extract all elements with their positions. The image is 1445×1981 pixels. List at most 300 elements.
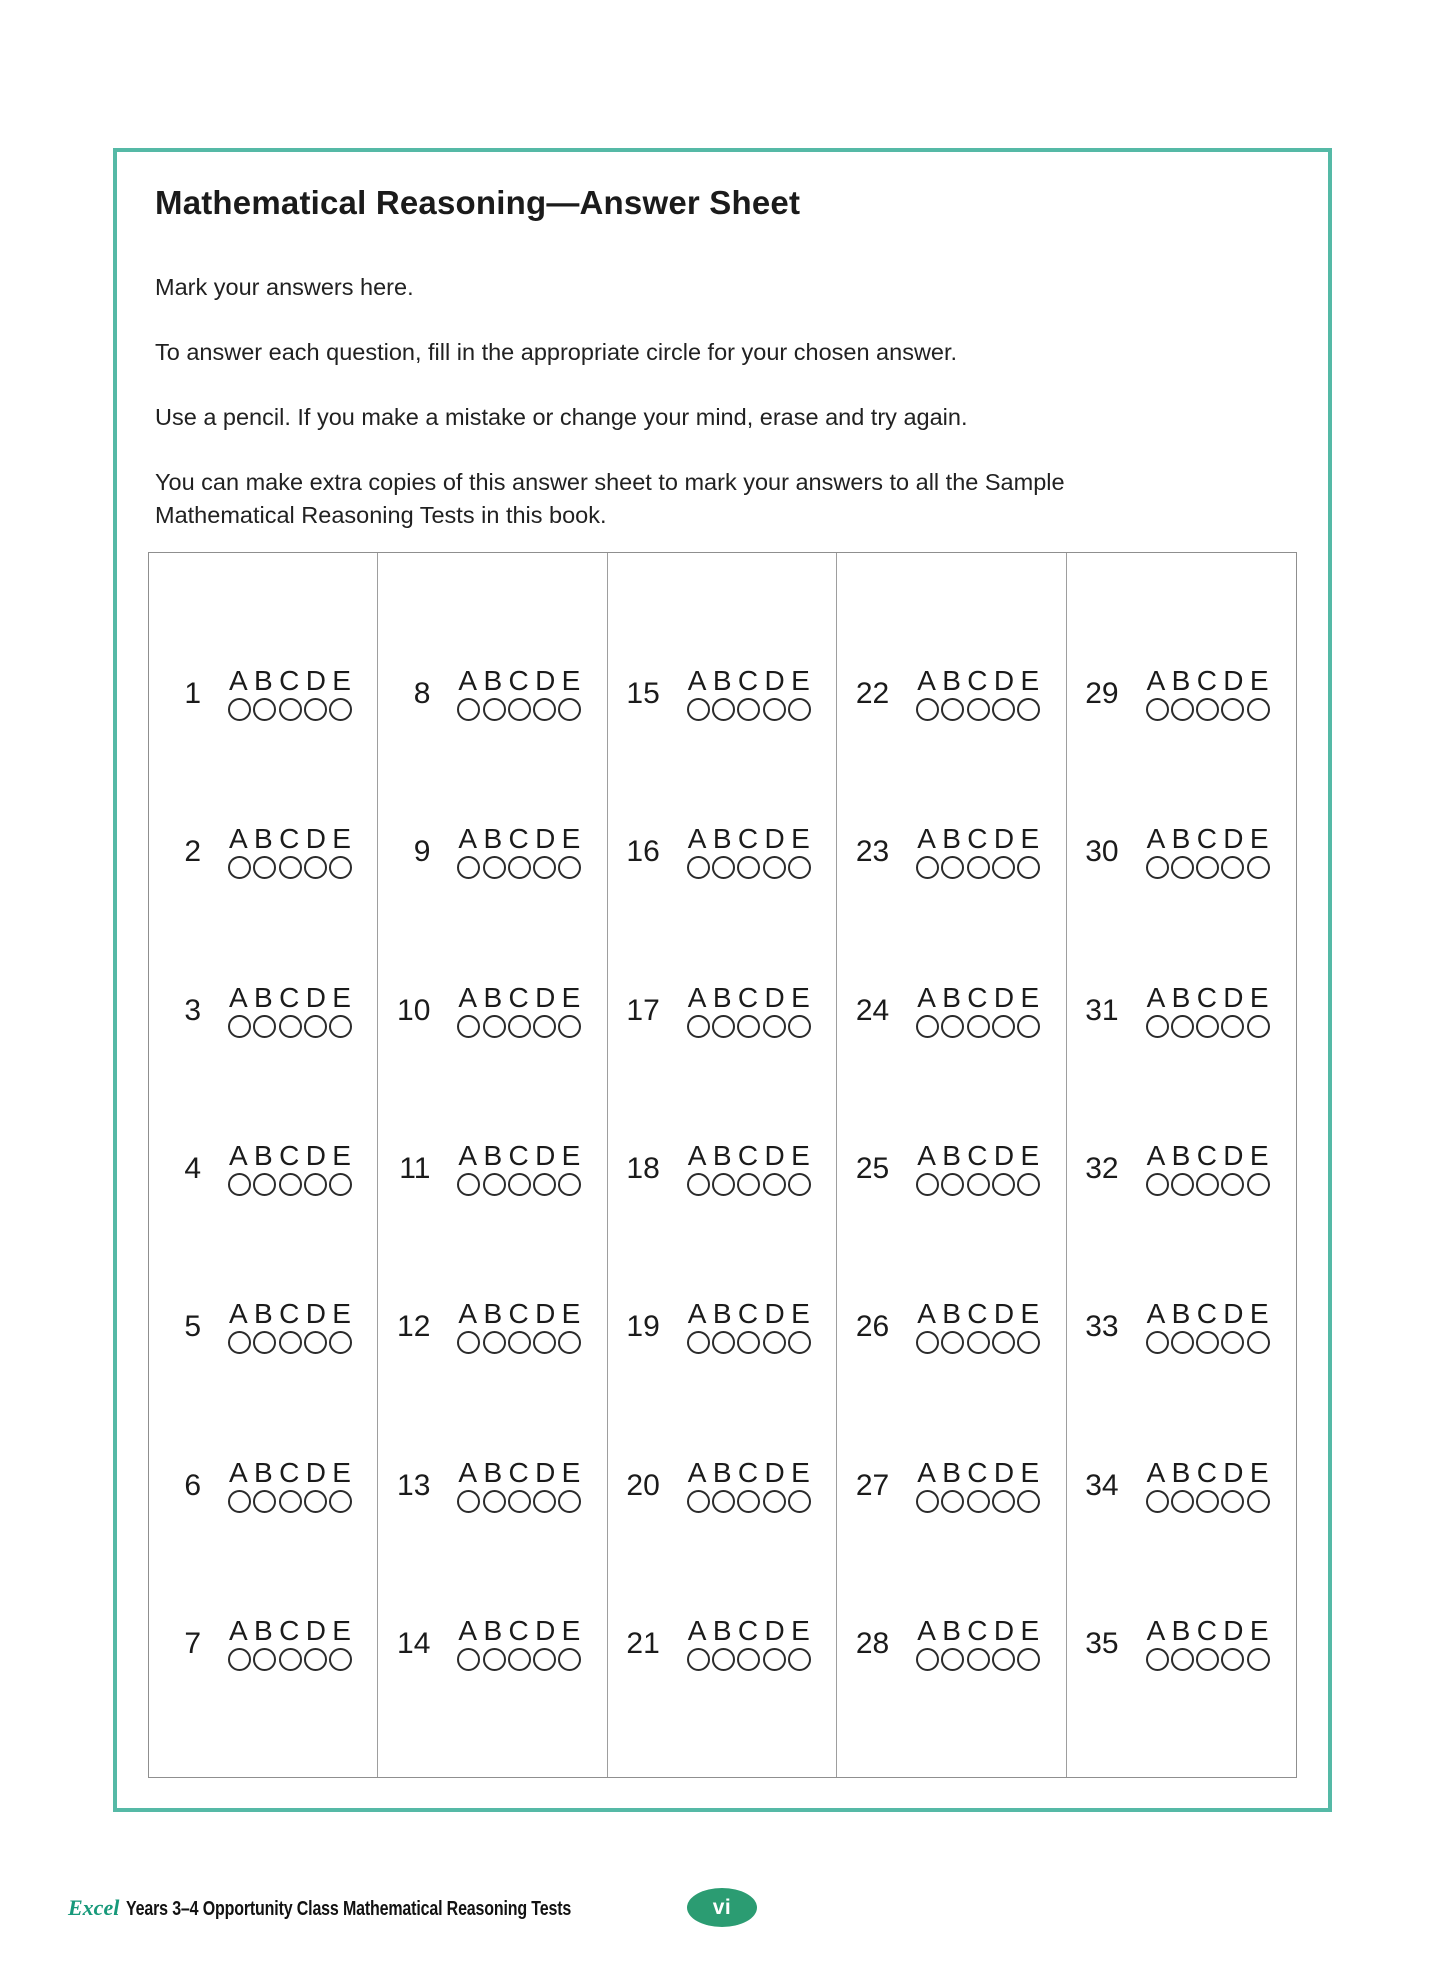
answer-bubble-q26-B[interactable] [941, 1331, 964, 1354]
answer-bubble-q28-A[interactable] [916, 1648, 939, 1671]
answer-bubble-q13-A[interactable] [457, 1490, 480, 1513]
choice-letters [1146, 667, 1270, 695]
answer-bubble-q28-D[interactable] [992, 1648, 1015, 1671]
answer-bubble-q6-C[interactable] [279, 1490, 302, 1513]
answer-bubble-q21-B[interactable] [712, 1648, 735, 1671]
answer-bubble-q25-A[interactable] [916, 1173, 939, 1196]
page-title: Mathematical Reasoning—Answer Sheet [155, 184, 801, 221]
question-row-6 [149, 1406, 377, 1564]
choice-letter-B: B [483, 1456, 503, 1488]
answer-bubble-q11-A[interactable] [457, 1173, 480, 1196]
answer-bubble-q5-E[interactable] [329, 1331, 352, 1354]
answer-bubble-q25-C[interactable] [967, 1173, 990, 1196]
answer-bubble-q32-C[interactable] [1196, 1173, 1219, 1196]
answer-bubble-q9-E[interactable] [558, 856, 581, 879]
answer-bubble-q23-B[interactable] [941, 856, 964, 879]
choice-letter-D: D [764, 1298, 785, 1330]
choice-letter-C: C [737, 981, 759, 1013]
answer-bubble-q9-A[interactable] [457, 856, 480, 879]
answer-bubble-q5-B[interactable] [253, 1331, 276, 1354]
answer-bubble-q35-B[interactable] [1171, 1648, 1194, 1671]
answer-bubble-q24-B[interactable] [941, 1015, 964, 1038]
question-number-15: 15 [626, 677, 660, 711]
answer-bubble-q3-D[interactable] [304, 1015, 327, 1038]
answer-bubble-q35-C[interactable] [1196, 1648, 1219, 1671]
choice-letters [457, 1614, 581, 1646]
answer-bubble-q32-D[interactable] [1221, 1173, 1244, 1196]
answer-bubble-q25-B[interactable] [941, 1173, 964, 1196]
choice-letter-D: D [764, 1456, 785, 1488]
answer-bubble-q14-B[interactable] [483, 1648, 506, 1671]
answer-bubble-q30-C[interactable] [1196, 856, 1219, 879]
answer-bubble-q21-D[interactable] [763, 1648, 786, 1671]
question-row-35 [1067, 1565, 1296, 1723]
question-row-33 [1067, 1248, 1296, 1406]
answer-bubble-q6-B[interactable] [253, 1490, 276, 1513]
answer-bubble-q10-E[interactable] [558, 1015, 581, 1038]
answer-bubble-q11-E[interactable] [558, 1173, 581, 1196]
choice-letter-D: D [305, 665, 326, 697]
answer-bubble-q4-D[interactable] [304, 1173, 327, 1196]
answer-bubble-q33-E[interactable] [1247, 1331, 1270, 1354]
choice-letter-C: C [967, 1298, 988, 1330]
answer-bubble-q1-A[interactable] [228, 698, 251, 721]
answer-bubble-q5-A[interactable] [228, 1331, 251, 1354]
answer-bubble-q2-A[interactable] [228, 856, 251, 879]
answer-bubble-q31-D[interactable] [1221, 1015, 1244, 1038]
answer-bubble-q8-E[interactable] [558, 698, 581, 721]
answer-bubble-q31-C[interactable] [1196, 1015, 1219, 1038]
answer-bubble-q23-C[interactable] [967, 856, 990, 879]
choice-letter-E: E [561, 823, 581, 855]
answer-bubble-q11-C[interactable] [508, 1173, 531, 1196]
choice-letter-E: E [332, 981, 351, 1013]
answer-bubble-q4-E[interactable] [329, 1173, 352, 1196]
answer-bubble-q19-A[interactable] [687, 1331, 710, 1354]
answer-bubble-q29-D[interactable] [1221, 698, 1244, 721]
answer-bubble-q18-C[interactable] [737, 1173, 760, 1196]
answer-bubbles [916, 1331, 1040, 1354]
choice-letter-E: E [791, 1456, 810, 1488]
answer-bubble-q15-C[interactable] [737, 698, 760, 721]
choice-letter-D: D [1223, 1456, 1244, 1488]
choice-letter-D: D [993, 981, 1015, 1013]
answer-bubble-q28-E[interactable] [1017, 1648, 1040, 1671]
answer-bubble-q13-E[interactable] [558, 1490, 581, 1513]
question-number-14: 14 [397, 1626, 431, 1660]
answer-bubble-q30-B[interactable] [1171, 856, 1194, 879]
choice-letter-B: B [1171, 823, 1191, 855]
answer-bubble-q3-E[interactable] [329, 1015, 352, 1038]
answer-bubble-q19-D[interactable] [763, 1331, 786, 1354]
answer-grid-column-4 [837, 553, 1066, 1777]
answer-bubble-q13-C[interactable] [508, 1490, 531, 1513]
answer-bubble-q1-B[interactable] [253, 698, 276, 721]
answer-bubble-q17-D[interactable] [763, 1015, 786, 1038]
answer-bubble-q3-B[interactable] [253, 1015, 276, 1038]
choice-letters [457, 981, 581, 1013]
answer-bubble-q21-C[interactable] [737, 1648, 760, 1671]
answer-bubble-q5-C[interactable] [279, 1331, 302, 1354]
choice-letter-A: A [229, 1614, 248, 1646]
answer-bubble-q8-B[interactable] [483, 698, 506, 721]
answer-bubble-q17-B[interactable] [712, 1015, 735, 1038]
choice-letter-D: D [993, 1456, 1015, 1488]
answer-bubble-q1-C[interactable] [279, 698, 302, 721]
answer-bubble-q34-B[interactable] [1171, 1490, 1194, 1513]
answer-bubble-q7-C[interactable] [279, 1648, 302, 1671]
choice-letters [687, 1456, 811, 1488]
answer-bubbles [457, 1648, 581, 1671]
question-row-7 [149, 1565, 377, 1723]
answer-bubble-q32-A[interactable] [1146, 1173, 1169, 1196]
answer-bubble-q18-D[interactable] [763, 1173, 786, 1196]
answer-bubble-q15-A[interactable] [687, 698, 710, 721]
answer-options-question-2 [228, 825, 352, 879]
question-number-26: 26 [855, 1310, 890, 1344]
question-number-5: 5 [184, 1310, 201, 1344]
answer-grid-column-3 [608, 553, 837, 1777]
answer-bubble-q22-B[interactable] [941, 698, 964, 721]
answer-bubble-q30-E[interactable] [1247, 856, 1270, 879]
answer-bubble-q11-B[interactable] [483, 1173, 506, 1196]
question-number-11: 11 [399, 1152, 431, 1186]
question-number-25: 25 [855, 1152, 890, 1186]
question-row-9 [378, 773, 606, 931]
choice-letters [916, 1456, 1040, 1488]
answer-bubbles [916, 1490, 1040, 1513]
answer-bubble-q7-D[interactable] [304, 1648, 327, 1671]
instruction-mark-answers: Mark your answers here. [155, 274, 414, 300]
answer-options-question-3 [228, 981, 352, 1038]
answer-bubble-q18-A[interactable] [687, 1173, 710, 1196]
choice-letter-C: C [279, 1614, 300, 1646]
answer-bubble-q15-E[interactable] [788, 698, 811, 721]
answer-bubbles [916, 856, 1040, 879]
answer-bubble-q10-D[interactable] [533, 1015, 556, 1038]
answer-options-question-32 [1146, 1142, 1270, 1196]
answer-bubble-q24-C[interactable] [967, 1015, 990, 1038]
answer-bubble-q22-E[interactable] [1017, 698, 1040, 721]
answer-bubble-q24-D[interactable] [992, 1015, 1015, 1038]
answer-bubble-q19-E[interactable] [788, 1331, 811, 1354]
answer-bubble-q12-D[interactable] [533, 1331, 556, 1354]
choice-letters [1146, 981, 1270, 1013]
choice-letter-D: D [535, 1298, 556, 1330]
answer-bubble-q31-B[interactable] [1171, 1015, 1194, 1038]
answer-bubbles [1146, 698, 1270, 721]
choice-letter-E: E [561, 1298, 581, 1330]
answer-bubble-q9-C[interactable] [508, 856, 531, 879]
choice-letter-B: B [942, 823, 961, 855]
choice-letter-E: E [332, 1298, 351, 1330]
question-number-3: 3 [184, 993, 201, 1027]
choice-letter-A: A [1146, 665, 1166, 697]
choice-letter-D: D [764, 981, 785, 1013]
answer-options-question-4 [228, 1142, 352, 1196]
question-row-28 [837, 1565, 1065, 1723]
answer-bubble-q34-A[interactable] [1146, 1490, 1169, 1513]
answer-bubble-q7-E[interactable] [329, 1648, 352, 1671]
choice-letter-D: D [1223, 1140, 1244, 1172]
answer-bubbles [228, 1015, 352, 1038]
choice-letter-C: C [508, 1140, 529, 1172]
answer-bubble-q15-B[interactable] [712, 698, 735, 721]
answer-bubble-q4-B[interactable] [253, 1173, 276, 1196]
answer-bubble-q3-C[interactable] [279, 1015, 302, 1038]
answer-bubble-q32-B[interactable] [1171, 1173, 1194, 1196]
choice-letters [228, 825, 352, 853]
answer-bubble-q10-B[interactable] [483, 1015, 506, 1038]
question-number-7: 7 [184, 1626, 201, 1660]
answer-bubble-q4-C[interactable] [279, 1173, 302, 1196]
choice-letter-C: C [967, 1456, 988, 1488]
choice-letter-E: E [1020, 1298, 1040, 1330]
answer-bubble-q25-D[interactable] [992, 1173, 1015, 1196]
question-number-9: 9 [413, 835, 431, 869]
answer-bubble-q16-C[interactable] [737, 856, 760, 879]
answer-bubbles [687, 1331, 811, 1354]
answer-bubble-q28-B[interactable] [941, 1648, 964, 1671]
question-number-19: 19 [626, 1310, 660, 1344]
choice-letter-D: D [993, 1298, 1015, 1330]
answer-options-question-17 [687, 981, 811, 1038]
choice-letter-B: B [1171, 1614, 1191, 1646]
answer-bubble-q33-C[interactable] [1196, 1331, 1219, 1354]
answer-bubble-q5-D[interactable] [304, 1331, 327, 1354]
answer-bubble-q23-D[interactable] [992, 856, 1015, 879]
answer-bubble-q12-E[interactable] [558, 1331, 581, 1354]
answer-bubble-q29-C[interactable] [1196, 698, 1219, 721]
answer-bubble-q18-B[interactable] [712, 1173, 735, 1196]
choice-letter-C: C [967, 1614, 988, 1646]
answer-bubble-q30-A[interactable] [1146, 856, 1169, 879]
choice-letter-E: E [561, 981, 581, 1013]
answer-bubble-q20-A[interactable] [687, 1490, 710, 1513]
answer-bubble-q22-C[interactable] [967, 698, 990, 721]
answer-bubbles [228, 1173, 352, 1196]
answer-bubble-q27-E[interactable] [1017, 1490, 1040, 1513]
answer-bubble-q3-A[interactable] [228, 1015, 251, 1038]
answer-bubble-q15-D[interactable] [763, 698, 786, 721]
answer-bubble-q28-C[interactable] [967, 1648, 990, 1671]
choice-letter-C: C [508, 1456, 529, 1488]
answer-bubble-q7-B[interactable] [253, 1648, 276, 1671]
choice-letter-A: A [687, 665, 707, 697]
answer-bubble-q1-D[interactable] [304, 698, 327, 721]
choice-letter-E: E [1020, 823, 1040, 855]
answer-bubble-q9-B[interactable] [483, 856, 506, 879]
answer-bubble-q29-E[interactable] [1247, 698, 1270, 721]
choice-letter-D: D [305, 1456, 326, 1488]
choice-letter-B: B [1171, 665, 1191, 697]
answer-options-question-8 [457, 667, 581, 721]
answer-bubble-q20-C[interactable] [737, 1490, 760, 1513]
choice-letter-A: A [1146, 1298, 1166, 1330]
choice-letters [1146, 1300, 1270, 1328]
answer-bubble-q26-A[interactable] [916, 1331, 939, 1354]
choice-letter-B: B [254, 981, 273, 1013]
choice-letters [916, 1142, 1040, 1170]
answer-bubble-q18-E[interactable] [788, 1173, 811, 1196]
choice-letter-A: A [917, 1614, 936, 1646]
question-number-32: 32 [1085, 1152, 1119, 1186]
answer-bubble-q10-C[interactable] [508, 1015, 531, 1038]
answer-bubble-q35-E[interactable] [1247, 1648, 1270, 1671]
choice-letters [228, 981, 352, 1013]
footer-book-title [68, 1895, 683, 1921]
answer-options-question-21 [687, 1614, 811, 1671]
answer-bubble-q12-B[interactable] [483, 1331, 506, 1354]
choice-letters [228, 1456, 352, 1488]
answer-bubble-q33-D[interactable] [1221, 1331, 1244, 1354]
choice-letter-B: B [483, 665, 503, 697]
answer-bubble-q29-A[interactable] [1146, 698, 1169, 721]
answer-bubble-q27-A[interactable] [916, 1490, 939, 1513]
answer-bubble-q2-E[interactable] [329, 856, 352, 879]
answer-bubble-q16-D[interactable] [763, 856, 786, 879]
answer-bubble-q16-E[interactable] [788, 856, 811, 879]
answer-bubble-q30-D[interactable] [1221, 856, 1244, 879]
question-row-26 [837, 1248, 1065, 1406]
answer-bubble-q20-D[interactable] [763, 1490, 786, 1513]
answer-bubble-q26-E[interactable] [1017, 1331, 1040, 1354]
question-number-8: 8 [413, 677, 431, 711]
answer-bubble-q12-C[interactable] [508, 1331, 531, 1354]
answer-bubble-q2-C[interactable] [279, 856, 302, 879]
answer-bubble-q14-C[interactable] [508, 1648, 531, 1671]
answer-bubble-q34-D[interactable] [1221, 1490, 1244, 1513]
choice-letter-A: A [687, 1140, 707, 1172]
answer-bubble-q7-A[interactable] [228, 1648, 251, 1671]
answer-bubble-q12-A[interactable] [457, 1331, 480, 1354]
answer-bubble-q23-A[interactable] [916, 856, 939, 879]
answer-bubble-q4-A[interactable] [228, 1173, 251, 1196]
answer-bubble-q14-A[interactable] [457, 1648, 480, 1671]
answer-bubble-q27-D[interactable] [992, 1490, 1015, 1513]
answer-bubble-q24-E[interactable] [1017, 1015, 1040, 1038]
choice-letter-D: D [764, 823, 785, 855]
choice-letter-A: A [458, 1456, 478, 1488]
choice-letter-B: B [712, 981, 732, 1013]
question-row-32 [1067, 1090, 1296, 1248]
answer-bubble-q21-E[interactable] [788, 1648, 811, 1671]
answer-bubble-q6-A[interactable] [228, 1490, 251, 1513]
answer-bubble-q25-E[interactable] [1017, 1173, 1040, 1196]
answer-bubble-q17-C[interactable] [737, 1015, 760, 1038]
answer-bubble-q33-A[interactable] [1146, 1331, 1169, 1354]
answer-bubble-q8-C[interactable] [508, 698, 531, 721]
answer-bubble-q17-A[interactable] [687, 1015, 710, 1038]
choice-letters [228, 1300, 352, 1328]
answer-bubble-q19-C[interactable] [737, 1331, 760, 1354]
answer-bubble-q2-D[interactable] [304, 856, 327, 879]
answer-bubble-q27-C[interactable] [967, 1490, 990, 1513]
answer-bubble-q34-E[interactable] [1247, 1490, 1270, 1513]
choice-letters [457, 1142, 581, 1170]
answer-bubble-q20-E[interactable] [788, 1490, 811, 1513]
answer-bubble-q31-E[interactable] [1247, 1015, 1270, 1038]
answer-bubble-q16-B[interactable] [712, 856, 735, 879]
answer-bubble-q2-B[interactable] [253, 856, 276, 879]
answer-bubble-q35-D[interactable] [1221, 1648, 1244, 1671]
answer-bubble-q6-D[interactable] [304, 1490, 327, 1513]
choice-letter-A: A [687, 981, 707, 1013]
answer-bubble-q10-A[interactable] [457, 1015, 480, 1038]
question-row-16 [608, 773, 836, 931]
answer-bubble-q6-E[interactable] [329, 1490, 352, 1513]
answer-bubble-q31-A[interactable] [1146, 1015, 1169, 1038]
choice-letter-A: A [458, 1614, 478, 1646]
question-row-24 [837, 932, 1065, 1090]
answer-bubble-q19-B[interactable] [712, 1331, 735, 1354]
answer-bubble-q20-B[interactable] [712, 1490, 735, 1513]
answer-bubble-q33-B[interactable] [1171, 1331, 1194, 1354]
choice-letter-E: E [332, 1456, 351, 1488]
answer-bubble-q26-D[interactable] [992, 1331, 1015, 1354]
answer-options-question-5 [228, 1300, 352, 1354]
answer-bubble-q34-C[interactable] [1196, 1490, 1219, 1513]
answer-bubble-q29-B[interactable] [1171, 698, 1194, 721]
answer-options-question-34 [1146, 1456, 1270, 1513]
answer-bubble-q1-E[interactable] [329, 698, 352, 721]
choice-letter-E: E [1020, 665, 1040, 697]
choice-letters [687, 1614, 811, 1646]
answer-bubbles [1146, 1648, 1270, 1671]
answer-bubble-q11-D[interactable] [533, 1173, 556, 1196]
choice-letter-E: E [791, 1614, 810, 1646]
answer-bubble-q35-A[interactable] [1146, 1648, 1169, 1671]
answer-bubble-q21-A[interactable] [687, 1648, 710, 1671]
answer-bubble-q17-E[interactable] [788, 1015, 811, 1038]
answer-bubble-q24-A[interactable] [916, 1015, 939, 1038]
choice-letter-E: E [791, 1298, 810, 1330]
choice-letters [1146, 1614, 1270, 1646]
answer-bubble-q32-E[interactable] [1247, 1173, 1270, 1196]
answer-bubble-q8-D[interactable] [533, 698, 556, 721]
choice-letter-B: B [1171, 1298, 1191, 1330]
answer-bubble-q9-D[interactable] [533, 856, 556, 879]
answer-options-question-19 [687, 1300, 811, 1354]
answer-bubble-q8-A[interactable] [457, 698, 480, 721]
answer-bubble-q22-D[interactable] [992, 698, 1015, 721]
answer-bubble-q22-A[interactable] [916, 698, 939, 721]
answer-bubble-q14-E[interactable] [558, 1648, 581, 1671]
answer-options-question-30 [1146, 825, 1270, 879]
answer-bubble-q13-D[interactable] [533, 1490, 556, 1513]
answer-bubble-q16-A[interactable] [687, 856, 710, 879]
choice-letters [1146, 1142, 1270, 1170]
choice-letters [916, 1300, 1040, 1328]
answer-grid [148, 552, 1297, 1778]
choice-letter-C: C [279, 1298, 300, 1330]
answer-bubbles [687, 856, 811, 879]
answer-bubble-q14-D[interactable] [533, 1648, 556, 1671]
question-number-29: 29 [1085, 677, 1119, 711]
answer-bubbles [228, 1331, 352, 1354]
answer-bubble-q23-E[interactable] [1017, 856, 1040, 879]
choice-letter-A: A [458, 823, 478, 855]
choice-letter-A: A [1146, 981, 1166, 1013]
answer-bubble-q26-C[interactable] [967, 1331, 990, 1354]
answer-options-question-26 [916, 1300, 1040, 1354]
answer-bubbles [916, 1015, 1040, 1038]
answer-options-question-7 [228, 1614, 352, 1671]
answer-bubble-q13-B[interactable] [483, 1490, 506, 1513]
choice-letter-A: A [1146, 1614, 1166, 1646]
answer-bubble-q27-B[interactable] [941, 1490, 964, 1513]
choice-letter-A: A [917, 1140, 936, 1172]
